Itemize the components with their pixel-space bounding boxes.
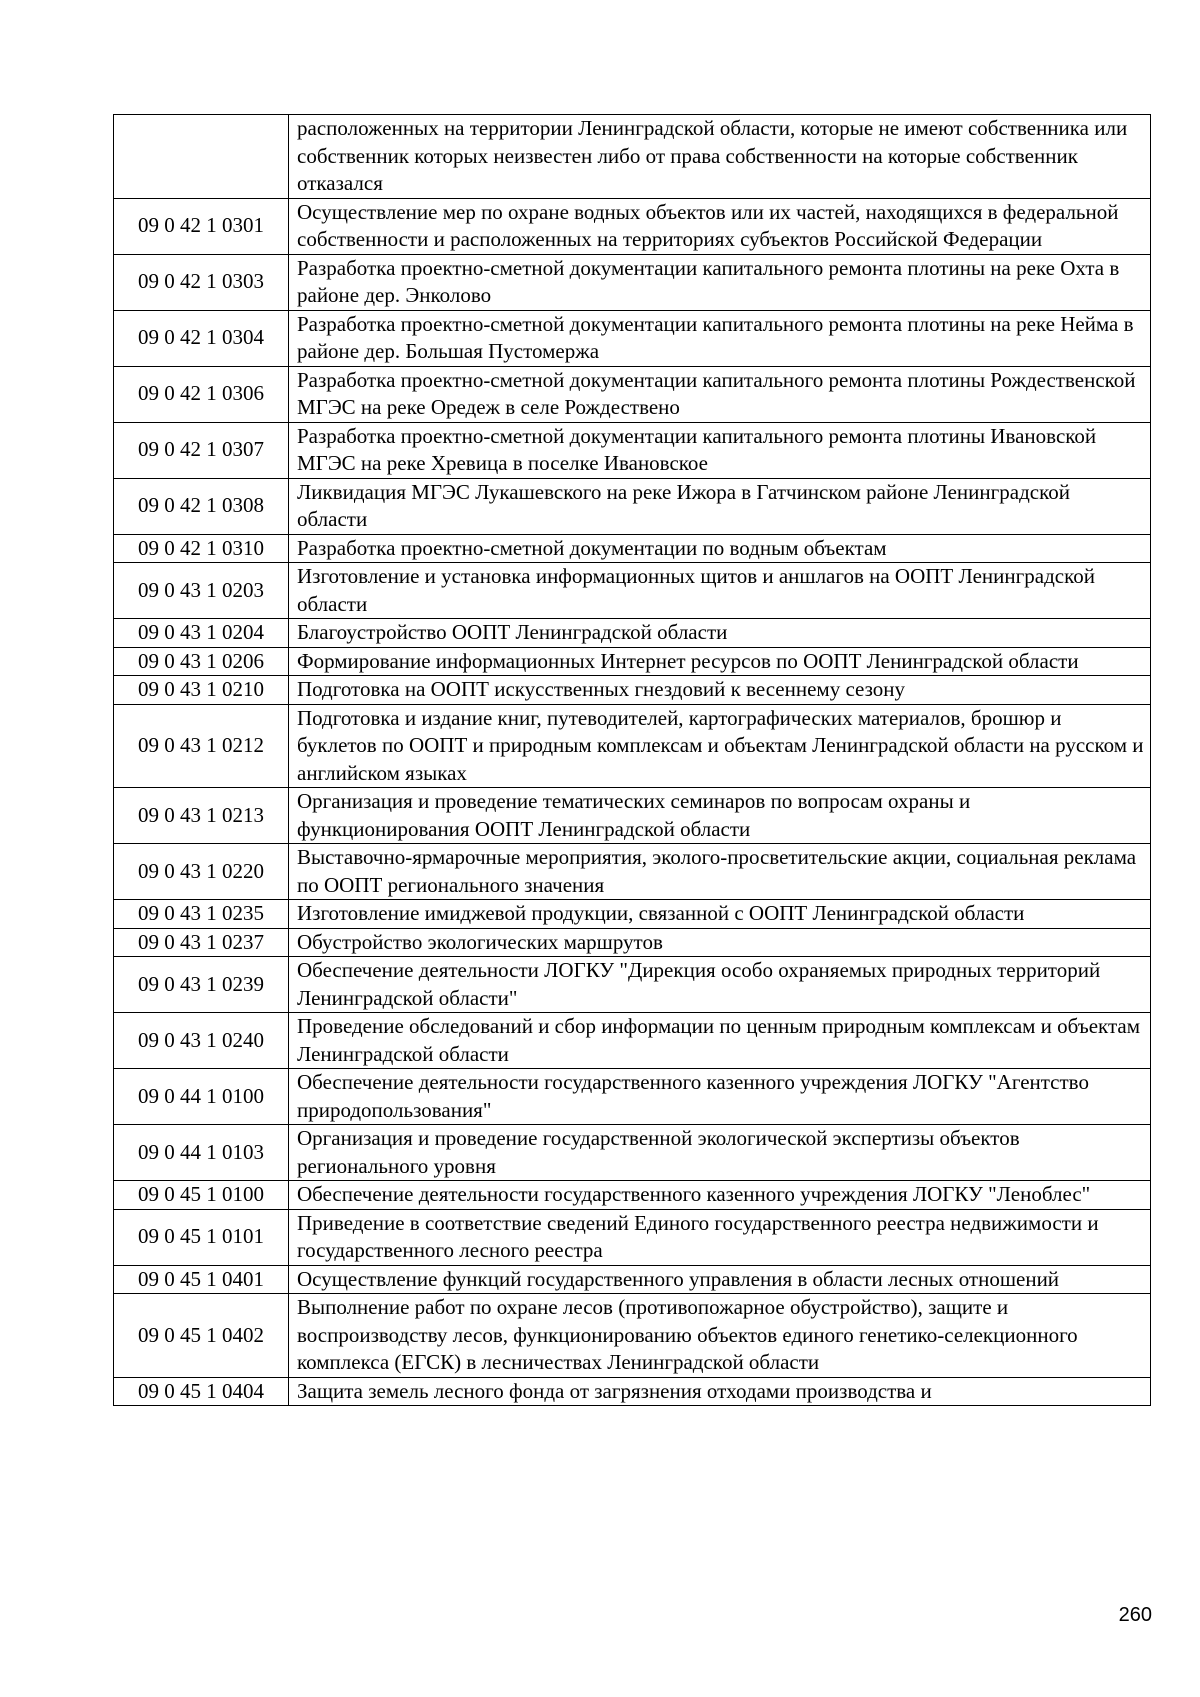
table-row [114,647,1151,676]
row-description: Обеспечение деятельности ЛОГКУ "Дирекция особо охраняемых природных территорий Ленинградской области" [289,957,1151,1013]
table-row [114,1013,1151,1069]
table-row [114,1069,1151,1125]
row-description: Разработка проектно-сметной документации капитального ремонта плотины на реке Охта в районе дер. Энколово [289,254,1151,310]
row-code: 09 0 44 1 0100 [114,1069,289,1125]
row-description: Обеспечение деятельности государственного казенного учреждения ЛОГКУ "Леноблес" [289,1181,1151,1210]
row-code: 09 0 45 1 0101 [114,1209,289,1265]
table-row [114,310,1151,366]
table-row [114,900,1151,929]
row-description: Организация и проведение государственной экологической экспертизы объектов регионального уровня [289,1125,1151,1181]
row-code: 09 0 43 1 0237 [114,928,289,957]
row-code: 09 0 43 1 0220 [114,844,289,900]
row-code: 09 0 42 1 0303 [114,254,289,310]
row-description: Приведение в соответствие сведений Единого государственного реестра недвижимости и государственного лесного реестра [289,1209,1151,1265]
table-row [114,366,1151,422]
row-code: 09 0 44 1 0103 [114,1125,289,1181]
row-description: Изготовление и установка информационных щитов и аншлагов на ООПТ Ленинградской области [289,563,1151,619]
row-code: 09 0 43 1 0206 [114,647,289,676]
row-code: 09 0 43 1 0239 [114,957,289,1013]
row-code: 09 0 43 1 0204 [114,619,289,648]
row-code: 09 0 42 1 0310 [114,534,289,563]
row-code: 09 0 45 1 0402 [114,1294,289,1378]
budget-code-table [113,114,1151,1406]
row-code [114,115,289,199]
row-code: 09 0 42 1 0308 [114,478,289,534]
table-row [114,534,1151,563]
row-description: Проведение обследований и сбор информации по ценным природным комплексам и объектам Ленинградской области [289,1013,1151,1069]
row-description: Защита земель лесного фонда от загрязнения отходами производства и [289,1377,1151,1406]
row-description: Выполнение работ по охране лесов (противопожарное обустройство), защите и воспроизводству лесов, функционированию объектов единого генетико-селекционного комплекса (ЕГСК) в лесничествах Ленинградской области [289,1294,1151,1378]
row-code: 09 0 43 1 0212 [114,704,289,788]
table-row [114,676,1151,705]
row-description: Обеспечение деятельности государственного казенного учреждения ЛОГКУ "Агентство природопользования" [289,1069,1151,1125]
row-code: 09 0 42 1 0304 [114,310,289,366]
table-row [114,788,1151,844]
row-description: Подготовка и издание книг, путеводителей, картографических материалов, брошюр и буклетов по ООПТ и природным комплексам и объектам Ленинградской области на русском и английском языках [289,704,1151,788]
table-row [114,563,1151,619]
row-code: 09 0 43 1 0213 [114,788,289,844]
row-description: Организация и проведение тематических семинаров по вопросам охраны и функционирования ООПТ Ленинградской области [289,788,1151,844]
table-row [114,1209,1151,1265]
table-row [114,115,1151,199]
table-row [114,422,1151,478]
table-row [114,1294,1151,1378]
row-description: Выставочно-ярмарочные мероприятия, эколого-просветительские акции, социальная реклама по ООПТ регионального значения [289,844,1151,900]
row-description: Осуществление функций государственного управления в области лесных отношений [289,1265,1151,1294]
table-row [114,254,1151,310]
row-description: Разработка проектно-сметной документации капитального ремонта плотины Ивановской МГЭС на реке Хревица в поселке Ивановское [289,422,1151,478]
row-code: 09 0 42 1 0306 [114,366,289,422]
table-body [114,115,1151,1406]
row-description: Разработка проектно-сметной документации по водным объектам [289,534,1151,563]
row-description: расположенных на территории Ленинградской области, которые не имеют собственника или собственник которых неизвестен либо от права собственности на которые собственник отказался [289,115,1151,199]
row-description: Осуществление мер по охране водных объектов или их частей, находящихся в федеральной собственности и расположенных на территориях субъектов Российской Федерации [289,198,1151,254]
table-row [114,704,1151,788]
table-row [114,1377,1151,1406]
row-code: 09 0 45 1 0404 [114,1377,289,1406]
row-code: 09 0 43 1 0235 [114,900,289,929]
row-description: Ликвидация МГЭС Лукашевского на реке Ижора в Гатчинском районе Ленинградской области [289,478,1151,534]
table-row [114,1265,1151,1294]
table-row [114,957,1151,1013]
row-code: 09 0 42 1 0301 [114,198,289,254]
row-description: Формирование информационных Интернет ресурсов по ООПТ Ленинградской области [289,647,1151,676]
table-row [114,1181,1151,1210]
table-row [114,619,1151,648]
row-code: 09 0 42 1 0307 [114,422,289,478]
row-description: Подготовка на ООПТ искусственных гнездовий к весеннему сезону [289,676,1151,705]
table-row [114,928,1151,957]
row-description: Разработка проектно-сметной документации капитального ремонта плотины Рождественской МГЭС на реке Оредеж в селе Рождествено [289,366,1151,422]
row-description: Обустройство экологических маршрутов [289,928,1151,957]
row-code: 09 0 43 1 0240 [114,1013,289,1069]
row-code: 09 0 45 1 0100 [114,1181,289,1210]
row-code: 09 0 43 1 0210 [114,676,289,705]
page-number: 260 [1118,1604,1152,1626]
row-description: Благоустройство ООПТ Ленинградской области [289,619,1151,648]
row-description: Изготовление имиджевой продукции, связанной с ООПТ Ленинградской области [289,900,1151,929]
row-code: 09 0 43 1 0203 [114,563,289,619]
row-description: Разработка проектно-сметной документации капитального ремонта плотины на реке Нейма в районе дер. Большая Пустомержа [289,310,1151,366]
row-code: 09 0 45 1 0401 [114,1265,289,1294]
table-row [114,1125,1151,1181]
table-row [114,844,1151,900]
table-row [114,478,1151,534]
table-row [114,198,1151,254]
